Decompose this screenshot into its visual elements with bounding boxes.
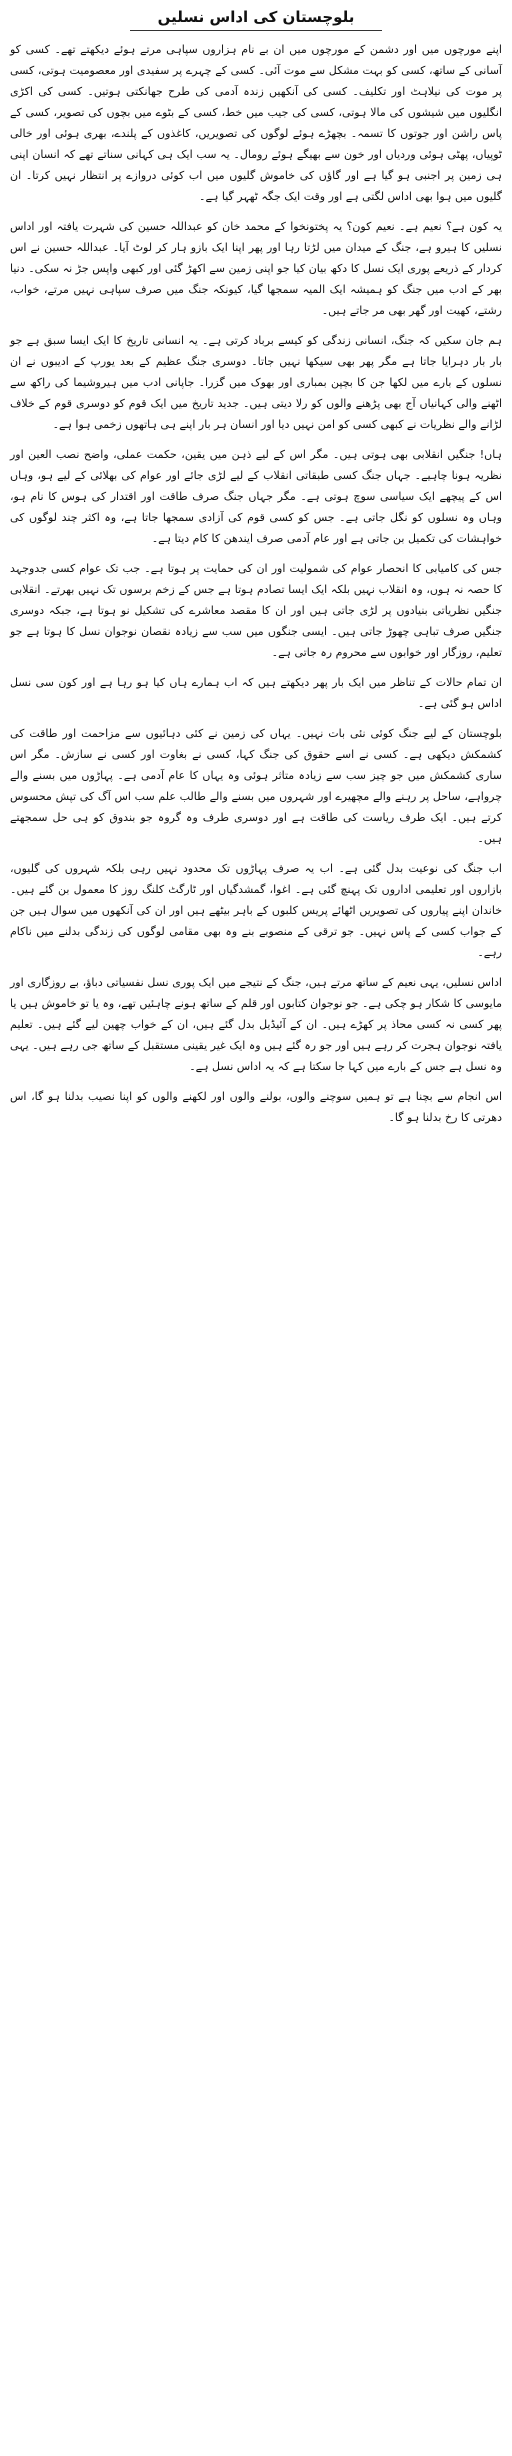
paragraph: یہ کون ہے؟ نعیم ہے۔ نعیم کون؟ یہ پختونخوا کے محمد خان کو عبداللہ حسین کی شہرت یافتہ اور اداس نسلیں کا ہیرو ہے، جنگ کے میدان میں لڑتا رہا اور پھر اپنا ایک بازو ہار کر لوٹ آیا۔ عبداللہ حسین نے اس کردار کے ذریعے پوری ایک نسل کا دکھ بیان کیا جو اپنی زمین سے اکھڑ گئی اور کبھی واپس جڑ نہ سکی۔ دنیا بھر کے ادب میں جنگ کو ہمیشہ ایک المیہ سمجھا گیا، کیونکہ جنگ میں صرف سپاہی نہیں مرتے، خواب، رشتے، کھیت اور گھر بھی مر جاتے ہیں۔	[10, 220, 502, 317]
paragraph-gap	[10, 714, 502, 723]
paragraph-gap	[10, 963, 502, 972]
paragraph: اب جنگ کی نوعیت بدل گئی ہے۔ اب یہ صرف پہاڑوں تک محدود نہیں رہی بلکہ شہروں کی گلیوں، بازاروں اور تعلیمی اداروں تک پہنچ گئی ہے۔ اغوا، گمشدگیاں اور ٹارگٹ کلنگ روز کا معمول بن گئے ہیں۔ خاندان اپنے پیاروں کی تصویریں اٹھائے پریس کلبوں کے باہر بیٹھے ہیں اور ان کی آنکھوں میں سوال ہیں جن کے جواب کسی کے پاس نہیں۔ جو ترقی کے منصوبے بنے وہ بھی مقامی لوگوں کی زندگی بدلنے میں ناکام رہے۔	[10, 862, 502, 959]
paragraph-gap	[10, 435, 502, 444]
paragraph-gap	[10, 207, 502, 216]
paragraph-gap	[10, 1077, 502, 1086]
article-body	[10, 39, 502, 1128]
paragraph: اس انجام سے بچنا ہے تو ہمیں سوچنے والوں، بولنے والوں اور لکھنے والوں کو اپنا نصیب بدلنا ہو گا، اس دھرتی کا رخ بدلنا ہو گا۔	[10, 1090, 502, 1124]
paragraph-gap	[10, 849, 502, 858]
paragraph: جس کی کامیابی کا انحصار عوام کی شمولیت اور ان کی حمایت پر ہوتا ہے۔ جب تک عوام کسی جدوجہد کا حصہ نہ ہوں، وہ انقلاب نہیں بلکہ ایک ایسا تصادم ہوتا ہے جس کے زخم برسوں تک نہیں بھرتے۔ انقلابی جنگیں نظریاتی بنیادوں پر لڑی جاتی ہیں اور ان کا مقصد معاشرے کی تشکیل نو ہوتا ہے، جبکہ دوسری جنگیں صرف تباہی چھوڑ جاتی ہیں۔ ایسی جنگوں میں سب سے زیادہ نقصان نوجوان نسل کا ہوتا ہے جو تعلیم، روزگار اور خوابوں سے محروم رہ جاتی ہے۔	[10, 562, 503, 659]
paragraph: اداس نسلیں، یہی نعیم کے ساتھ مرتے ہیں، جنگ کے نتیجے میں ایک پوری نسل نفسیاتی دباؤ، بے روزگاری اور مایوسی کا شکار ہو چکی ہے۔ جو نوجوان کتابوں اور قلم کے ساتھ ہونے چاہئیں تھے، وہ یا تو خاموش ہیں یا پھر کسی نہ کسی محاذ پر کھڑے ہیں۔ ان کے آئیڈیل بدل گئے ہیں، ان کے خواب چھین لیے گئے ہیں۔ تعلیم یافتہ نوجوان ہجرت کر رہے ہیں اور جو رہ گئے ہیں وہ ایک غیر یقینی مستقبل کے ساتھ جی رہے ہیں۔ یہی وہ نسل ہے جس کے بارے میں کہا جا سکتا ہے کہ یہ اداس نسل ہے۔	[10, 976, 502, 1073]
article-title: بلوچستان کی اداس نسلیں	[130, 6, 382, 31]
paragraph-gap	[10, 549, 502, 558]
paragraph-gap	[10, 321, 502, 330]
paragraph-gap	[10, 663, 502, 672]
paragraph: بلوچستان کے لیے جنگ کوئی نئی بات نہیں۔ یہاں کی زمین نے کئی دہائیوں سے مزاحمت اور طاقت کی کشمکش دیکھی ہے۔ کسی نے اسے حقوق کی جنگ کہا، کسی نے بغاوت اور کسی نے سازش۔ مگر اس ساری کشمکش میں جو چیز سب سے زیادہ متاثر ہوئی وہ یہاں کا عام آدمی ہے۔ پہاڑوں میں بسنے والے چرواہے، ساحل پر رہنے والے مچھیرے اور شہروں میں بسنے والے طالب علم سب اس آگ کی تپش محسوس کرتے ہیں۔ ایک طرف ریاست کی طاقت ہے اور دوسری طرف وہ گروہ جو بندوق کو ہی حل سمجھتے ہیں۔	[10, 727, 502, 845]
paragraph: ہاں! جنگیں انقلابی بھی ہوتی ہیں۔ مگر اس کے لیے ذہن میں یقین، حکمت عملی، واضح نصب العین اور نظریہ ہونا چاہیے۔ جہاں جنگ کسی طبقاتی انقلاب کے لیے لڑی جائے اور عوام کی بھلائی کے لیے ہو، وہاں اس کے پیچھے ایک سیاسی سوچ ہوتی ہے۔ مگر جہاں جنگ صرف طاقت اور اقتدار کی ہوس کا نام ہو، وہاں وہ نسلوں کو نگل جاتی ہے۔ جس کو کسی قوم کی آزادی سمجھا جاتا ہے، وہ اکثر چند لوگوں کی خواہشات کی تکمیل بن جاتی ہے اور عام آدمی صرف ایندھن کا کام دیتا ہے۔	[10, 448, 502, 545]
paragraph: ہم جان سکیں کہ جنگ، انسانی زندگی کو کیسے برباد کرتی ہے۔ یہ انسانی تاریخ کا ایک ایسا سبق ہے جو بار بار دہرایا جاتا ہے مگر پھر بھی سیکھا نہیں جاتا۔ دوسری جنگ عظیم کے بعد یورپ کے ادیبوں نے ان نسلوں کے بارے میں لکھا جن کا بچپن بمباری اور بھوک میں گزرا۔ جاپانی ادب میں ہیروشیما کی راکھ سے اٹھنے والی کہانیاں آج بھی پڑھنے والوں کو رلا دیتی ہیں۔ جدید تاریخ میں ایک قوم کو دوسری قوم کے خلاف لڑانے والے نظریات نے کبھی کسی کو امن نہیں دیا اور انسان ہر بار اپنے ہی ہاتھوں زخمی ہوا ہے۔	[10, 334, 502, 431]
paragraph: ان تمام حالات کے تناظر میں ایک بار پھر دیکھتے ہیں کہ اب ہمارے ہاں کیا ہو رہا ہے اور کون سی نسل اداس ہو گئی ہے۔	[10, 676, 502, 710]
paragraph: اپنے مورچوں میں اور دشمن کے مورچوں میں ان بے نام ہزاروں سپاہی مرتے ہوئے دیکھتے تھے۔ کسی کو آسانی کے ساتھ، کسی کو بہت مشکل سے موت آئی۔ کسی کے چہرے پر سفیدی اور معصومیت ہوتی، کسی پر موت کی نیلاہٹ اور تکلیف۔ کسی کی آنکھیں زندہ آدمی کی طرح جھانکتی ہوتیں۔ کسی کی اکڑی انگلیوں میں شیشوں کی مالا ہوتی، کسی کی جیب میں خط، کسی کے بٹوے میں بچوں کی تصویر، کسی کے پاس راشن اور جوتوں کا تسمہ۔ بچھڑے ہوئے لوگوں کی تصویریں، کاغذوں کے پلندے، بھری ہوئی اور خالی ٹوپیاں، پھٹی ہوئی وردیاں اور خون سے بھیگے ہوئے رومال۔ یہ سب ایک ہی کہانی سناتے تھے کہ انسان اپنی ہی زمین پر اجنبی ہو گیا ہے اور گاؤں کی خاموش گلیوں میں اب کوئی دروازے پر انتظار نہیں کرتا۔ ان گلیوں میں ہوا بھی اداس لگتی ہے اور وقت ایک جگہ ٹھہر گیا ہے۔	[10, 43, 502, 203]
